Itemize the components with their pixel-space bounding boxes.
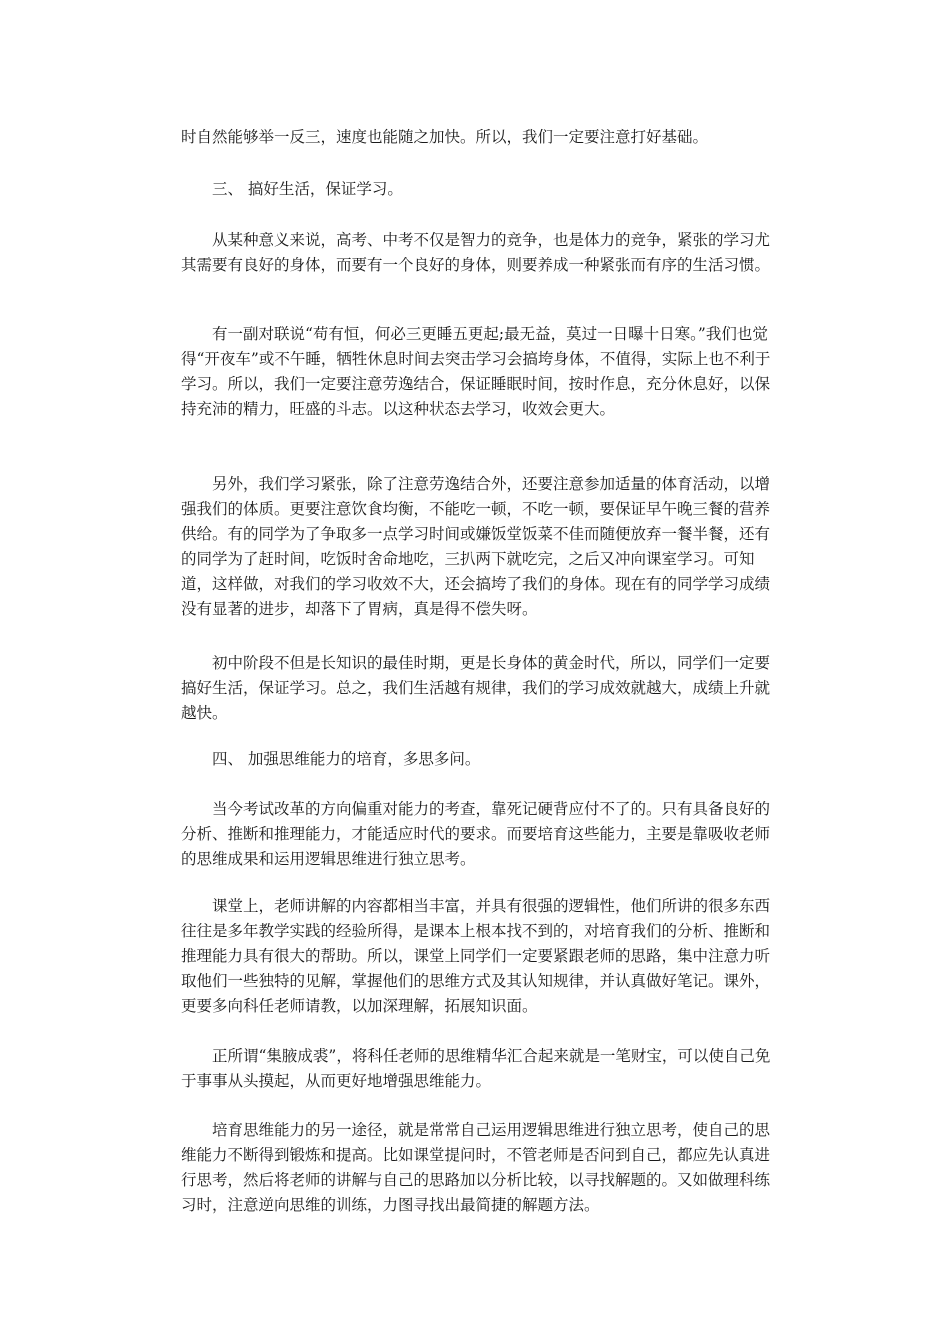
paragraph-physical-competition: 从某种意义来说，高考、中考不仅是智力的竞争，也是体力的竞争，紧张的学习尤其需要有良好的身体，而要有一个良好的身体，则要养成一种紧张而有序的生活习惯。 xyxy=(181,231,771,274)
paragraph-jiye-chengqiu: 正所谓“集腋成裘”，将科任老师的思维精华汇合起来就是一笔财宝，可以使自己免于事事从头摸起，从而更好地增强思维能力。 xyxy=(181,1047,771,1090)
paragraph-classroom: 课堂上，老师讲解的内容都相当丰富，并具有很强的逻辑性，他们所讲的很多东西往往是多年教学实践的经验所得，是课本上根本找不到的，对培育我们的分析、推断和推理能力具有很大的帮助。所以，课堂上同学们一定要紧跟老师的思路，集中注意力听取他们一些独特的见解，掌握他们的思维方式及其认知规律，并认真做好笔记。课外，更要多向科任老师请教，以加深理解，拓展知识面。 xyxy=(181,897,771,1015)
section-heading-three: 三、 搞好生活，保证学习。 xyxy=(212,180,403,198)
paragraph-couplet: 有一副对联说“苟有恒，何必三更睡五更起;最无益，莫过一日曝十日寒。”我们也觉得“开夜车”或不午睡，牺牲休息时间去突击学习会搞垮身体，不值得，实际上也不利于学习。所以，我们一定要注意劳逸结合，保证睡眠时间，按时作息，充分休息好，以保持充沛的精力，旺盛的斗志。以这种状态去学习，收效会更大。 xyxy=(181,325,771,418)
section-heading-four: 四、 加强思维能力的培育，多思多问。 xyxy=(212,750,481,768)
paragraph-independent-thinking: 培育思维能力的另一途径，就是常常自己运用逻辑思维进行独立思考，使自己的思维能力不断得到锻炼和提高。比如课堂提问时，不管老师是否问到自己，都应先认真进行思考，然后将老师的讲解与自己的思路加以分析比较，以寻找解题的。又如做理科练习时，注意逆向思维的训练，力图寻找出最简捷的解题方法。 xyxy=(181,1121,771,1214)
paragraph-exercise-diet: 另外，我们学习紧张，除了注意劳逸结合外，还要注意参加适量的体育活动，以增强我们的体质。更要注意饮食均衡，不能吃一顿，不吃一顿，要保证早午晚三餐的营养供给。有的同学为了争取多一点学习时间或嫌饭堂饭菜不佳而随便放弃一餐半餐，还有的同学为了赶时间，吃饭时舍命地吃，三扒两下就吃完，之后又冲向课室学习。可知道，这样做，对我们的学习收效不大，还会搞垮了我们的身体。现在有的同学学习成绩没有显著的进步，却落下了胃病，真是得不偿失呀。 xyxy=(181,475,771,618)
paragraph-exam-reform: 当今考试改革的方向偏重对能力的考查，靠死记硬背应付不了的。只有具备良好的分析、推断和推理能力，才能适应时代的要求。而要培育这些能力，主要是靠吸收老师的思维成果和运用逻辑思维进行独立思考。 xyxy=(181,800,771,868)
paragraph-junior-high: 初中阶段不但是长知识的最佳时期，更是长身体的黄金时代，所以，同学们一定要搞好生活，保证学习。总之，我们生活越有规律，我们的学习成效就越大，成绩上升就越快。 xyxy=(181,654,771,722)
paragraph-continuation: 时自然能够举一反三，速度也能随之加快。所以，我们一定要注意打好基础。 xyxy=(181,128,709,146)
